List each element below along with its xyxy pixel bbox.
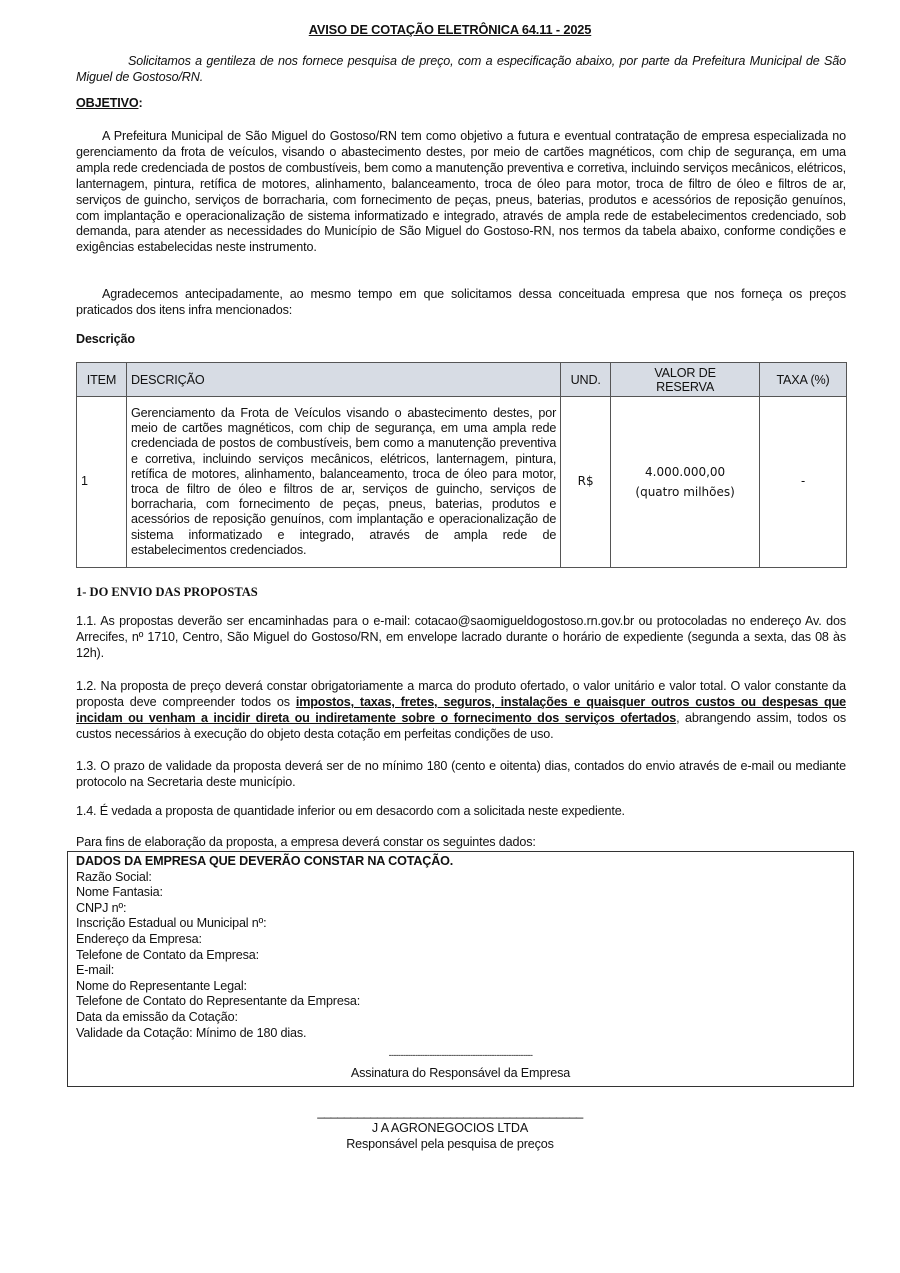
descricao-heading: Descrição (76, 332, 135, 346)
cell-item: 1 (77, 397, 127, 568)
table-header-row (77, 363, 847, 397)
agradecimento-paragraph: Agradecemos antecipadamente, ao mesmo tempo em que solicitamos dessa conceituada empresa que nos forneça os preços praticados dos itens infra mencionados: (76, 287, 846, 317)
header-item: ITEM (77, 363, 127, 397)
paragraph-1-3: 1.3. O prazo de validade da proposta deverá ser de no mínimo 180 (cento e oitenta) dias, contados do envio através de e-mail ou mediante protocolo na Secretaria deste município. (76, 759, 846, 789)
valor-numero: 4.000.000,00 (645, 465, 726, 479)
cell-valor (611, 397, 760, 568)
objetivo-colon: : (138, 96, 143, 110)
field-representante: Nome do Representante Legal: (76, 978, 247, 993)
field-telefone-representante: Telefone de Contato do Representante da Empresa: (76, 994, 361, 1009)
p1-2-emphasis: impostos, taxas, fretes, seguros, instalações e quaisquer outros custos ou despesas que incidam ou venham a incidir direta ou indiretamente sobre o fornecimento dos serviços ofertados (76, 694, 846, 725)
header-valor-reserva: VALOR DE RESERVA (611, 363, 760, 397)
dados-intro: Para fins de elaboração da proposta, a empresa deverá constar os seguintes dados: (76, 835, 536, 849)
field-cnpj: CNPJ nº: (76, 900, 127, 915)
cell-und: R$ (561, 397, 611, 568)
valor-extenso: (quatro milhões) (635, 485, 735, 499)
field-razao-social: Razão Social: (76, 869, 152, 884)
cell-taxa: - (760, 397, 847, 568)
document-title: AVISO DE COTAÇÃO ELETRÔNICA 64.11 - 2025 (308, 22, 592, 37)
section-1-heading: 1- DO ENVIO DAS PROPOSTAS (76, 585, 258, 599)
field-endereco: Endereço da Empresa: (76, 931, 202, 946)
header-descricao: DESCRIÇÃO (126, 363, 560, 397)
signature-line: ------------------------------------------------------------ (388, 1050, 533, 1060)
header-und: UND. (561, 363, 611, 397)
items-table (76, 362, 847, 568)
intro-paragraph: Solicitamos a gentileza de nos fornece pesquisa de preço, com a especificação abaixo, por parte da Prefeitura Municipal de São Miguel de Gostoso/RN. (76, 54, 846, 84)
field-nome-fantasia: Nome Fantasia: (76, 885, 163, 900)
p1-2-text-a: 1.2. Na proposta de preço deverá constar obrigatoriamente a marca do produto ofertado, o valor unitário e valor total. O valor constante da proposta deve compreender todos os (76, 679, 846, 709)
field-telefone-empresa: Telefone de Contato da Empresa: (76, 947, 259, 962)
objetivo-label: OBJETIVO (76, 96, 139, 110)
field-inscricao: Inscrição Estadual ou Municipal nº: (76, 916, 267, 931)
objetivo-paragraph: A Prefeitura Municipal de São Miguel do Gostoso/RN tem como objetivo a futura e eventual contratação de empresa especializada no gerenciamento da frota de veículos, visando o abastecimento destes, por meio de cartões magnéticos, com chip de segurança, em uma ampla rede credenciada de postos de combustíveis, bem como a manutenção preventiva e corretiva, incluindo serviços mecânicos, elétricos, lanternagem, pintura, retífica de motores, alinhamento, balanceamento, troca de óleo para motor, troca de filtro de óleo e filtros de ar, serviços de guincho, serviços de borracharia, com fornecimento de peças, pneus, baterias, produtos e acessórios de reposição genuínos, com implantação e operacionalização de sistema informatizado e integrado, através de ampla rede de estabelecimentos credenciado, sob demanda, para atender as necessidades do Município de São Miguel do Gostoso-RN, nos termos da tabela abaixo, conforme condições e exigências estabelecidas neste instrumento. (76, 129, 846, 255)
p1-2-text-c: , abrangendo assim, todos os custos necessários à execução do objeto desta cotação em perfeitas condições de uso. (76, 710, 846, 741)
field-email: E-mail: (76, 963, 115, 978)
signature-label: Assinatura do Responsável da Empresa (350, 1066, 571, 1080)
dados-heading: DADOS DA EMPRESA QUE DEVERÃO CONSTAR NA COTAÇÃO. (76, 854, 454, 868)
footer (0, 1104, 900, 1152)
footer-signature-line: ________________________________________ (317, 1104, 583, 1119)
cell-descricao: Gerenciamento da Frota de Veículos visando o abastecimento destes, por meio de cartões magnéticos, com chip de segurança, em uma ampla rede credenciada de postos de combustíveis, bem como a manutenção preventiva e corretiva, incluindo serviços mecânicos, elétricos, lanternagem, pintura, retífica de motores, alinhamento, balanceamento, troca de óleo para motor, troca de filtro de óleo e filtros de ar, serviços de guincho, serviços de borracharia, com fornecimento de peças, pneus, baterias, produtos e acessórios de reposição genuínos, com implantação e operacionalização de sistema informatizado e integrado, através de ampla rede de estabelecimentos credenciados. (126, 397, 560, 568)
paragraph-1-4: 1.4. É vedada a proposta de quantidade inferior ou em desacordo com a solicitada neste expediente. (76, 804, 625, 818)
paragraph-1-1: 1.1. As propostas deverão ser encaminhadas para o e-mail: cotacao@saomigueldogostoso.rn.gov.br ou protocoladas no endereço Av. dos Arrecifes, nº 1710, Centro, São Miguel do Gostoso/RN, em envelope lacrado durante o horário de expediente (segunda a sexta, das 08 às 12h). (76, 614, 846, 660)
paragraph-1-2 (76, 679, 846, 743)
footer-company: J A AGRONEGOCIOS LTDA (371, 1121, 529, 1135)
header-taxa: TAXA (%) (760, 363, 847, 397)
field-data-emissao: Data da emissão da Cotação: (76, 1009, 238, 1024)
table-row (77, 397, 847, 568)
objetivo-heading (76, 96, 846, 112)
footer-role: Responsável pela pesquisa de preços (346, 1137, 554, 1151)
field-validade: Validade da Cotação: Mínimo de 180 dias. (76, 1025, 307, 1040)
dados-empresa-box (67, 851, 854, 1087)
